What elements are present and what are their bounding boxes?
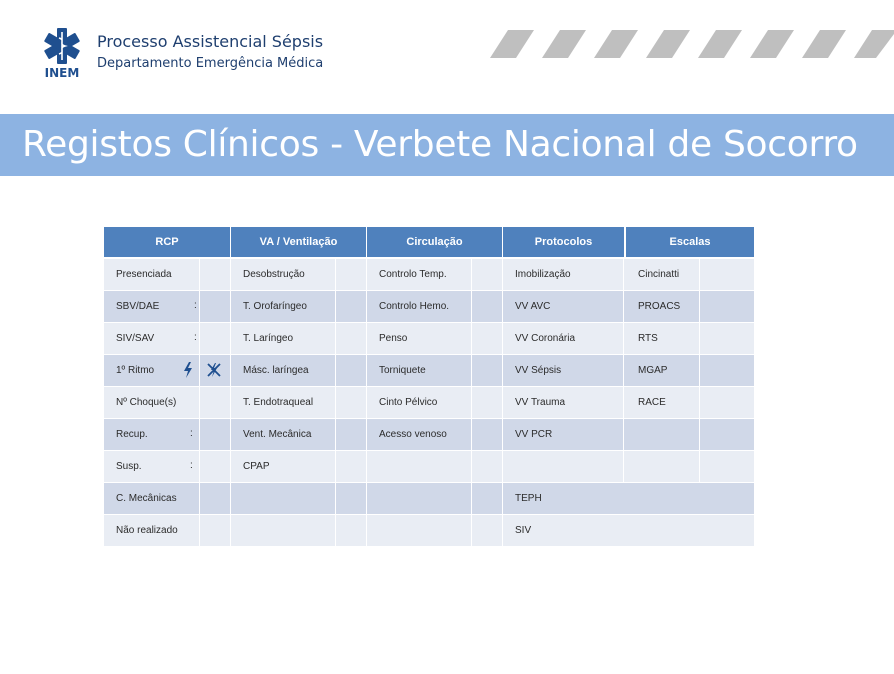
- rcp-label: Susp.: [104, 451, 199, 482]
- rcp-check-cell: [200, 515, 230, 546]
- va-check-cell: [336, 387, 366, 418]
- circulacao-empty-cell: [367, 483, 471, 514]
- page-title: Registos Clínicos - Verbete Nacional de Socorro: [22, 124, 858, 165]
- column-header: Circulação: [367, 227, 502, 257]
- escalas-check-cell: [700, 387, 754, 418]
- rcp-check-cell: [200, 291, 230, 322]
- va-check-cell: [336, 483, 366, 514]
- rcp-check-cell: [200, 259, 230, 290]
- escalas-check-cell: [700, 355, 754, 386]
- va-label: CPAP: [231, 451, 335, 482]
- vns-table: [104, 227, 754, 545]
- circulacao-label: Cinto Pélvico: [367, 387, 471, 418]
- protocolos-label: VV AVC: [503, 291, 623, 322]
- protocolos-label: TEPH: [503, 483, 754, 514]
- rcp-label: C. Mecânicas: [104, 483, 199, 514]
- circulacao-check-cell: [472, 387, 502, 418]
- protocolos-label: [503, 451, 623, 482]
- circulacao-check-cell: [472, 419, 502, 450]
- escalas-empty-cell: [626, 419, 699, 450]
- escalas-label: RACE: [626, 387, 699, 418]
- escalas-label: Cincinatti: [626, 259, 699, 290]
- no-shock-icon: [206, 362, 222, 378]
- circulacao-check-cell: [472, 515, 502, 546]
- circulacao-label: Controlo Temp.: [367, 259, 471, 290]
- rcp-colon: :: [190, 428, 193, 439]
- circulacao-check-cell: [472, 355, 502, 386]
- va-empty-cell: [231, 515, 335, 546]
- va-check-cell: [336, 515, 366, 546]
- protocolos-label: VV Coronária: [503, 323, 623, 354]
- department-subtitle: Departamento Emergência Médica: [97, 56, 324, 71]
- rcp-label: SBV/DAE: [104, 291, 199, 322]
- va-check-cell: [336, 451, 366, 482]
- escalas-label: RTS: [626, 323, 699, 354]
- header: [0, 0, 894, 110]
- column-header: VA / Ventilação: [231, 227, 366, 257]
- protocolos-label: VV PCR: [503, 419, 623, 450]
- circulacao-check-cell: [472, 291, 502, 322]
- rcp-label: Recup.: [104, 419, 199, 450]
- escalas-check-cell: [700, 451, 754, 482]
- rcp-colon: :: [194, 332, 197, 343]
- rcp-label: Não realizado: [104, 515, 199, 546]
- escalas-label: PROACS: [626, 291, 699, 322]
- circulacao-label: Penso: [367, 323, 471, 354]
- rcp-check-cell: [200, 323, 230, 354]
- title-banner: [0, 114, 894, 176]
- va-check-cell: [336, 355, 366, 386]
- circulacao-empty-cell: [367, 515, 471, 546]
- circulacao-check-cell: [472, 483, 502, 514]
- decorative-stripes: [490, 30, 894, 60]
- circulacao-label: Acesso venoso: [367, 419, 471, 450]
- escalas-empty-cell: [626, 451, 699, 482]
- column-header: Protocolos: [503, 227, 624, 257]
- rcp-label: Presenciada: [104, 259, 199, 290]
- logo-text: INEM: [44, 66, 80, 80]
- rcp-colon: :: [194, 300, 197, 311]
- escalas-check-cell: [700, 259, 754, 290]
- va-label: T. Laríngeo: [231, 323, 335, 354]
- escalas-check-cell: [700, 291, 754, 322]
- va-label: Másc. laríngea: [231, 355, 335, 386]
- star-of-life-icon: [40, 26, 84, 66]
- circulacao-label: Torniquete: [367, 355, 471, 386]
- inem-logo: [40, 26, 84, 82]
- escalas-check-cell: [700, 419, 754, 450]
- protocolos-label: VV Sépsis: [503, 355, 623, 386]
- va-check-cell: [336, 323, 366, 354]
- circulacao-check-cell: [472, 451, 502, 482]
- va-label: Desobstrução: [231, 259, 335, 290]
- rcp-label: SIV/SAV: [104, 323, 199, 354]
- va-check-cell: [336, 419, 366, 450]
- protocolos-label: SIV: [503, 515, 754, 546]
- rcp-check-cell: [200, 419, 230, 450]
- va-check-cell: [336, 291, 366, 322]
- va-label: T. Orofaríngeo: [231, 291, 335, 322]
- va-empty-cell: [231, 483, 335, 514]
- rcp-check-cell: [200, 451, 230, 482]
- circulacao-label: Controlo Hemo.: [367, 291, 471, 322]
- rcp-check-cell: [200, 387, 230, 418]
- protocolos-label: Imobilização: [503, 259, 623, 290]
- column-header: Escalas: [626, 227, 754, 257]
- rcp-label: 1º Ritmo: [104, 355, 199, 386]
- protocolos-label: VV Trauma: [503, 387, 623, 418]
- process-title: Processo Assistencial Sépsis: [97, 32, 324, 51]
- circulacao-check-cell: [472, 259, 502, 290]
- column-header: RCP: [104, 227, 230, 257]
- rcp-check-cell: [200, 483, 230, 514]
- va-label: Vent. Mecânica: [231, 419, 335, 450]
- circulacao-empty-cell: [367, 451, 471, 482]
- lightning-icon: [183, 362, 193, 378]
- va-label: T. Endotraqueal: [231, 387, 335, 418]
- escalas-label: MGAP: [626, 355, 699, 386]
- escalas-check-cell: [700, 323, 754, 354]
- rcp-colon: :: [190, 460, 193, 471]
- va-check-cell: [336, 259, 366, 290]
- rcp-label: Nº Choque(s): [104, 387, 199, 418]
- circulacao-check-cell: [472, 323, 502, 354]
